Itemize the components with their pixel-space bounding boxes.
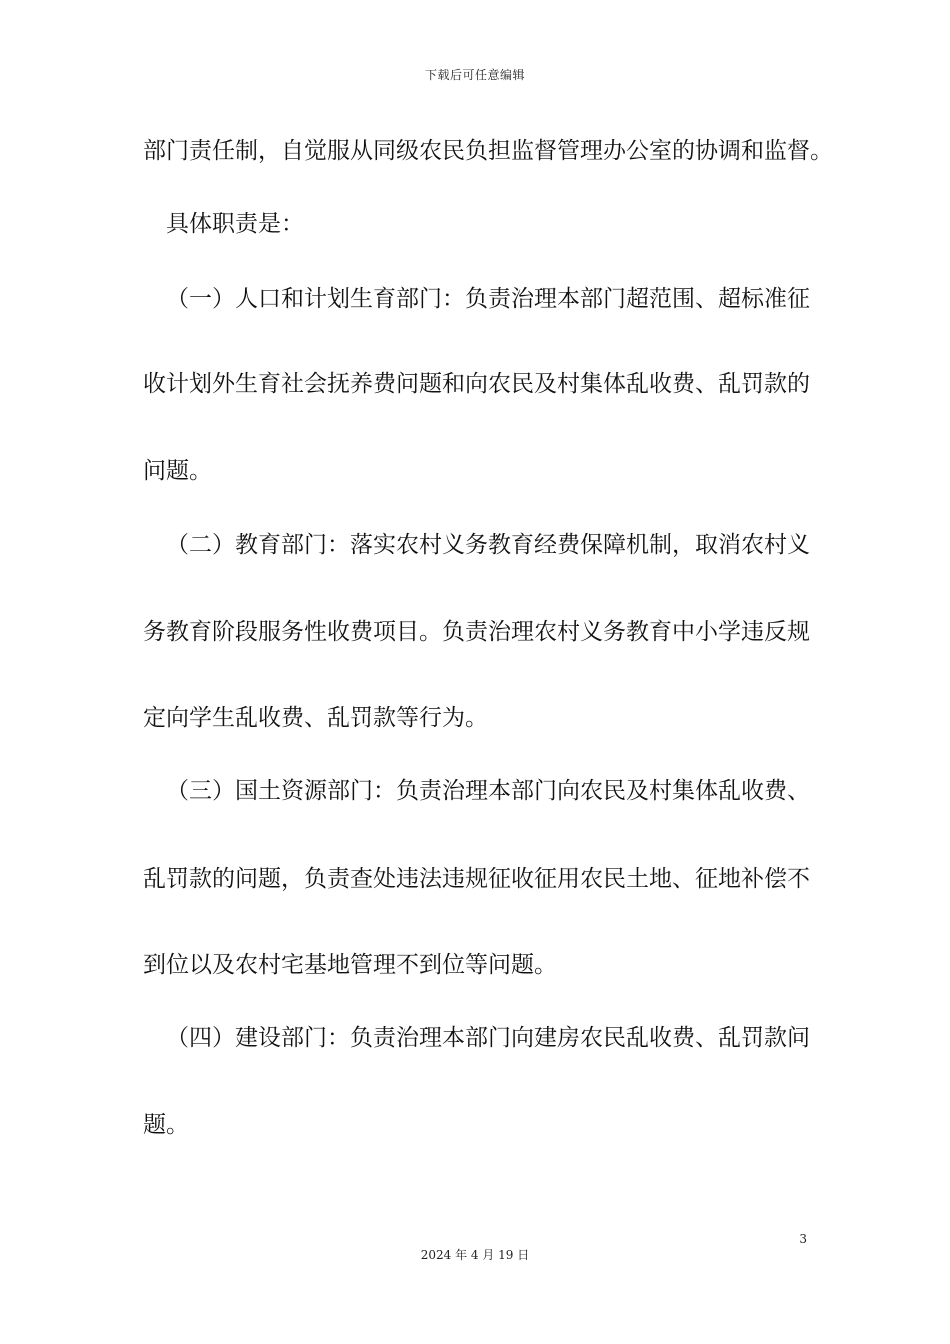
- body-line: 具体职责是：: [166, 211, 304, 237]
- body-line: 定向学生乱收费、乱罚款等行为。: [143, 705, 488, 731]
- body-line: 务教育阶段服务性收费项目。负责治理农村义务教育中小学违反规: [143, 619, 810, 645]
- page-header: 下载后可任意编辑: [424, 68, 525, 82]
- body-line: （二）教育部门：落实农村义务教育经费保障机制，取消农村义: [166, 532, 810, 558]
- footer-date: 2024 年 4 月 19 日: [420, 1248, 530, 1262]
- body-line: 部门责任制，自觉服从同级农民负担监督管理办公室的协调和监督。: [143, 138, 833, 164]
- body-line: （四）建设部门：负责治理本部门向建房农民乱收费、乱罚款问: [166, 1025, 810, 1051]
- body-line: 到位以及农村宅基地管理不到位等问题。: [143, 952, 557, 978]
- body-line: 乱罚款的问题，负责查处违法违规征收征用农民土地、征地补偿不: [143, 866, 810, 892]
- body-line: 问题。: [143, 458, 212, 484]
- page-number: 3: [799, 1232, 807, 1246]
- body-line: 题。: [143, 1112, 189, 1138]
- body-line: 收计划外生育社会抚养费问题和向农民及村集体乱收费、乱罚款的: [143, 371, 810, 397]
- body-line: （三）国土资源部门：负责治理本部门向农民及村集体乱收费、: [166, 778, 810, 804]
- body-line: （一）人口和计划生育部门：负责治理本部门超范围、超标准征: [166, 286, 810, 312]
